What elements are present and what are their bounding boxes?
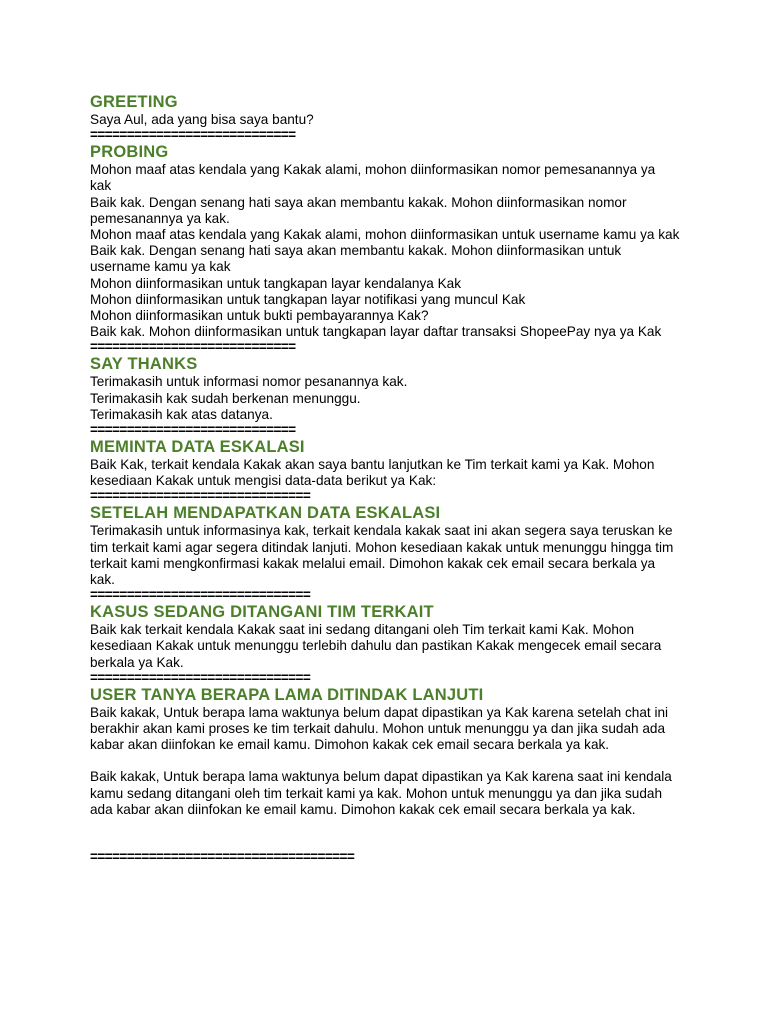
thanks-line-1: Terimakasih untuk informasi nomor pesanannya kak. <box>90 374 408 390</box>
probing-line-1: Mohon maaf atas kendala yang Kakak alami, mohon diinformasikan nomor pemesanannya ya kak <box>90 162 656 194</box>
probing-line-8: Baik kak. Mohon diinformasikan untuk tangkapan layar daftar transaksi ShopeePay nya ya Kak <box>90 324 662 340</box>
section-greeting <box>90 92 680 128</box>
heading-user-tanya: USER TANYA BERAPA LAMA DITINDAK LANJUTI <box>90 685 484 704</box>
probing-line-3: Mohon maaf atas kendala yang Kakak alami, mohon diinformasikan untuk username kamu ya kak <box>90 227 680 243</box>
section-say-thanks <box>90 354 680 423</box>
heading-kasus-sedang-ditangani: KASUS SEDANG DITANGANI TIM TERKAIT <box>90 603 434 622</box>
section-kasus-sedang-ditangani <box>90 602 680 671</box>
section-user-tanya <box>90 685 680 818</box>
kasus-line-1: Baik kak terkait kendala Kakak saat ini sedang ditangani oleh Tim terkait kami Kak. Mohon kesediaan Kakak untuk menunggu terlebih dahulu dan pastikan Kakak mengecek email secara berkala ya Kak. <box>90 622 662 670</box>
separator: ============================ <box>90 128 296 143</box>
heading-say-thanks: SAY THANKS <box>90 355 198 374</box>
separator: ============================== <box>90 588 311 603</box>
probing-line-4: Baik kak. Dengan senang hati saya akan membantu kakak. Mohon diinformasikan untuk username kamu ya kak <box>90 243 622 275</box>
setelah-line-1: Terimakasih untuk informasinya kak, terkait kendala kakak saat ini akan segera saya teruskan ke tim terkait kami agar segera ditindak lanjuti. Mohon kesediaan kakak untuk menunggu hingga tim terkait kami mengkonfirmasi kakak melalui email. Dimohon kakak cek email secara berkala ya kak. <box>90 523 674 588</box>
greeting-line-1: Saya Aul, ada yang bisa saya bantu? <box>90 112 314 127</box>
user-tanya-line-2: Baik kakak, Untuk berapa lama waktunya belum dapat dipastikan ya Kak karena saat ini kendala kamu sedang ditangani oleh tim terkait kami ya kak. Mohon untuk menunggu ya dan jika sudah ada kabar akan diinfokan ke email kamu. Dimohon kakak cek email secara berkala ya kak. <box>90 769 672 817</box>
thanks-line-2: Terimakasih kak sudah berkenan menunggu. <box>90 390 361 406</box>
probing-line-6: Mohon diinformasikan untuk tangkapan layar notifikasi yang muncul Kak <box>90 291 526 307</box>
probing-line-2: Baik kak. Dengan senang hati saya akan membantu kakak. Mohon diinformasikan nomor pemesanannya ya kak. <box>90 194 627 226</box>
section-setelah-mendapatkan-data <box>90 503 680 588</box>
separator: ============================ <box>90 423 296 438</box>
separator: ============================== <box>90 489 311 504</box>
heading-meminta-data-eskalasi: MEMINTA DATA ESKALASI <box>90 438 305 457</box>
heading-setelah-mendapatkan-data: SETELAH MENDAPATKAN DATA ESKALASI <box>90 504 441 523</box>
probing-line-5: Mohon diinformasikan untuk tangkapan layar kendalanya Kak <box>90 275 462 291</box>
heading-greeting: GREETING <box>90 93 178 111</box>
separator: ============================== <box>90 670 311 685</box>
meminta-line-1: Baik Kak, terkait kendala Kakak akan saya bantu lanjutkan ke Tim terkait kami ya Kak. Mohon kesediaan Kakak untuk mengisi data-data berikut ya Kak: <box>90 457 655 489</box>
user-tanya-line-1: Baik kakak, Untuk berapa lama waktunya belum dapat dipastikan ya Kak karena setelah chat ini berakhir akan kami proses ke tim terkait dahulu. Mohon untuk menunggu ya dan jika sudah ada kabar akan diinfokan ke email kamu. Dimohon kakak cek email secara berkala ya kak. <box>90 704 669 753</box>
spacer <box>90 753 680 769</box>
thanks-line-3: Terimakasih kak atas datanya. <box>90 406 273 422</box>
spacer <box>90 818 680 850</box>
separator: ==================================== <box>90 850 355 865</box>
heading-probing: PROBING <box>90 143 169 162</box>
section-probing <box>90 142 680 340</box>
separator: ============================ <box>90 340 296 355</box>
document-page <box>90 92 680 864</box>
section-meminta-data-eskalasi <box>90 437 680 489</box>
probing-line-7: Mohon diinformasikan untuk bukti pembayarannya Kak? <box>90 308 429 324</box>
